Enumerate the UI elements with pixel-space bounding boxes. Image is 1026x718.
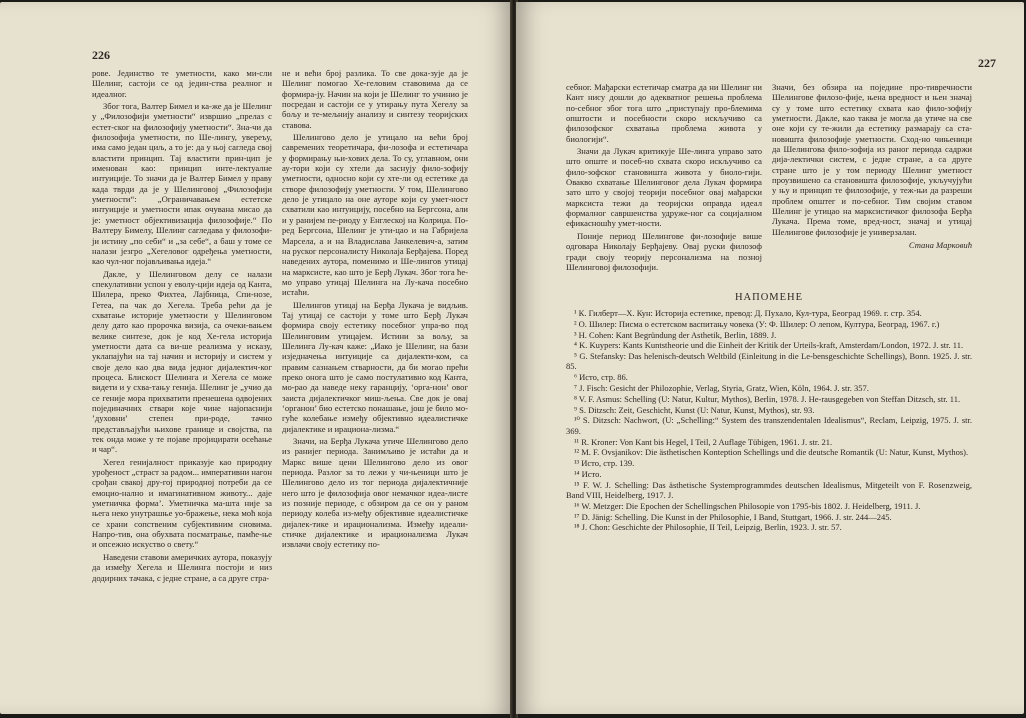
footnote: ¹² M. F. Ovsjanikov: Die ästhetischen Konteption Schellings und die deutsche Romantik (U: Natur, Kunst, Mythos). xyxy=(574,447,969,458)
page-number: 226 xyxy=(92,48,110,62)
left-page xyxy=(0,2,512,714)
paragraph: себног. Мађарски естетичар сматра да ни Шелинг ни Кант нису дошли до адекватног решења проблема по-себног због тога што „приступају про-блемима општости и посебности скоро искључиво са филозофског схватања проблема живота у биологији“. xyxy=(566,82,762,144)
footnote: ⁷ J. Fisch: Gesicht der Philozophie, Verlag, Styria, Gratz, Wien, Köln, 1964. J. str. 357. xyxy=(574,383,869,394)
left-column-2 xyxy=(282,68,468,552)
footnote: ¹⁰ S. Ditzsch: Nachwort, (U: „Schelling:“ System des transzendentalen Idealismus“, Reclam, Leipzig, 1975. J. str. 369. xyxy=(566,415,972,436)
footnote: ⁹ S. Ditzsch: Zeit, Geschicht, Kunst (U: Natur, Kunst, Mythos), str. 93. xyxy=(574,404,815,415)
footnote: ¹ К. Гилберт—Х. Кун: Историја естетике, превод: Д. Пухало, Кул-тура, Београд 1969. г. стр. 354. xyxy=(574,308,922,318)
footnote: ⁶ Исто, стр. 86. xyxy=(574,372,628,383)
paragraph: рове. Јединство те уметности, како ми-сли Шелинг, састоји се од једин-ства реалног и идеалног. xyxy=(92,68,272,99)
page-number: 227 xyxy=(978,56,996,70)
paragraph: Дакле, у Шелинговом делу се налази спекулативни успон у еволу-цији идеја од Канта, Шилера, преко Фихтеа, Лајбница, Спи-нозе, Гетеа, па чак до Хегела. Треба рећи да је схватање историје уметности у Шелинговом делу дато као пророчка визија, са очеки-вањем велике синтезе, док је код Хе-гела историја уметности дата са ви-ше реализма у исказу, уклапајући на тај начин и историју и систем у своје дело као два вида једног дијалектич-ког процеса. Блискост Шелинга и Хегела се може видети и у схва-тању генија. Шелинг је „учио да се геније мора прихватити пренешена одвојених појединачних ствари које чине најопаснији ’духовни’ степен при-роде, тачно представљајући њихове границе и својства, па тек онда може у те појаве пројицирати осећање и чар“. xyxy=(92,268,272,455)
footnote: ⁸ V. F. Asmus: Schelling (U: Natur, Kultur, Mythos), Berlin, 1978. J. He-rausgegeben von Steffan Ditzsch, str. 11. xyxy=(574,393,961,404)
right-column-2 xyxy=(772,82,972,253)
footnote: ³ H. Cohen: Kant Begründung der Asthetik, Berlin, 1889. J. xyxy=(574,329,777,340)
paragraph: Значи да Лукач критикује Ше-линга управо зато што опште и посеб-но схвата скоро искључиво са фило-зофског становишта живота у биоло-гији. Овакво схватање Шелинговог дела Лукач формира зато што у својој теорији посебног овај мађарски марксиста тежи да теоријски оправда идеал формалног савршенства удруже-ног са социјалном ефикасношћу умет-ности. xyxy=(566,146,762,229)
notes-heading: НАПОМЕНЕ xyxy=(734,292,804,303)
right-column-1 xyxy=(566,82,762,274)
footnote: ¹¹ R. Kroner: Von Kant bis Hegel, I Teil, 2 Auflage Tübigen, 1961. J. str. 21. xyxy=(574,436,833,447)
footnote: ¹⁸ J. Chon: Geschichte der Philosophie, II Teil, Leipzig, Berlin, 1923. J. str. 57. xyxy=(574,522,842,533)
footnote: ¹⁷ D. Jänig: Schelling. Die Kunst in der Philosophie, I Band, Stuttgart, 1966. J. str. 244—245. xyxy=(574,511,892,522)
paragraph: не и већи број разлика. То све дока-зује да је Шелинг помогао Хе-геловим ставовима да се формира-ју. Начин на који је Шелинг то учинио је посредан и састоји се у утирању пута Хегелу за бољу и те-мељнију анализу и синтезу теоријских ставова. xyxy=(282,68,468,130)
author-signature: Стана Марковић xyxy=(908,240,972,251)
footnote: ⁵ G. Stefansky: Das helenisch-deutsch Weltbild (Einleitung in die Le-bensgeschichte Schellings), Bonn. 1925. J. str. 85. xyxy=(566,351,972,372)
paragraph: Наведени ставови америчких аутора, показују да између Хегела и Шелинга постоји и низ додирних тачака, с једне стране, а са друге стра- xyxy=(92,551,272,583)
footnote: ² О. Шилер: Писма о естетском васпитању човека (У: Ф. Шилер: О лепом, Култура, Београд, 1967. г.) xyxy=(574,318,940,329)
paragraph: Хегел гениjалност приказује као природну урођеност „страст за радом... императивни нагон срођан свакој дру-гој природној потреби да се емоцио-нално и имагинативном животу... даје уметничка форма’. Уметничка ма-шта није за њега неко унутрашње уо-бражење, нека моћ која се храни сопственим субјективним сновима. Напро-тив, она обухвата посматрање, памће-ње и опсежно искуство о свету.“ xyxy=(92,456,272,550)
paragraph: Значи, без обзира на поједине про-тивречности Шелингове филозо-фије, њена вредност и њен значај су у томе што естетику схвата као фило-зофију уметности. Дакле, као таква је могла да утиче на све оне који су те-жили да естетику размарају са ста-новишта филозофије уметности. Сход-но чињеници да Шелингова фило-зофија из раног периода садржи дија-лектички систем, с једне стране, а са друге стране што је у том периоду Шелинг уметност проузвишено са становишта филозофије, укључујући у њу и принцип те филозофије, у теж-њи да разреши проблем општег и по-себног. Тим својим ставом Шелинг је утицао на марксистичког филозофа Берђа Лукача. Према томе, вред-ност, значај и утицај Шелингове филозофије је универзалан. xyxy=(772,82,972,237)
footnote: ¹⁶ W. Metzger: Die Epochen der Schellingschen Philosopie von 1795-bis 1802. J. Heidelberg, 1911. J. xyxy=(574,500,921,511)
left-column-1 xyxy=(92,68,272,585)
paragraph: Значи, на Берђа Лукача утиче Шелингово дело из ранијег периода. Занимљиво је истаћи да и Маркс више цени Шелингово дело из овог периода. Разлог за то лежи у чи-њеници што је Шелингово дело из тог периода дијалектичније него што је филозофија овог немачког идеа-листе из позније периоде, с обзиром да се он у раном периоду колеба из-међу објективне идеалистичке дијалек-тике и ирационализма. Између идеали-стичке дијалектике и ирационализма Лукач извлачи своју естетику по- xyxy=(282,436,468,550)
paragraph: Шелингов утицај на Берђа Лукача је видљив. Тај утицај се састоји у томе што Берђ Лукач формира своју естетику посебног упра-во под Шелинговим утицајем. Истини за вољу, за Шелинга Лу-кач каже: „Иако је Шелинг, на бази изједначења интуиције са дијалекти-ком, са правим сазнањем стварности, да би могао прећи преко онога што је само постулативно код Канта, мо-рао да наведе неку гаранцију, ‘орга-нон’ овог заиста дијалектичког миш-љења. Све док је овај ‘органон’ био естетско понашање, још је било мо-гуће колебање између објективно идеалистичке дијалектике и ирациона-лизма.“ xyxy=(282,299,468,434)
footnote: ¹⁴ Исто. xyxy=(574,468,602,479)
paragraph: Шелингово дело је утицало на већи број савремених теоретичара, фи-лозофа и естетичара у формирању њи-хових дела. То су, углавном, они ау-тори који су хтели да заснују фило-зофију уметности, односно који су хте-ли од естетике да створе филозофију уметности. У том, Шелингово дело је утицало на оне ауторе који су умет-ност схватили као интуицију, посебно на Бергсона, али и у ранијем пе-риоду у Енглеској на Колриџа. По-ред Бергсона, Шелинг је ути-цао и на Габријела Марсела, а и на Владислава Јанкелевич-а, затим на руског персоналисту Николаја Берђајева. Поред наведених аутора, поменимо и Ше-лингов утицај на марксисте, као што је Берђ Лукач. Због тога ће-мо управо утицај Шелинга на Лу-кача посебно истаћи. xyxy=(282,132,468,298)
paragraph: Због тога, Валтер Бимел и ка-же да је Шелинг у „Филозофији уметности“ извршио „прелаз с естет-ског на филозофију уметности“. Зна-чи да филозофија уметности, по Ше-лингу, увереъу, има само један циљ, а то је: да у њој сагледа свој властити принцип. Тај властити прин-цип је именован као: принцип инте-лектуалне интуиције. То значи да је Валтер Бимел у праву када тврди да је у Шелинговој „Филозофији уметности“: „Ограничавањем естетске интуиције и уметности ипак очувана мисао да је: уметност објективизација филозофије.“ По Валтеру Бимелу, Шелинг сагледава у филозофи-ји истину „по себи“ и „за себе“, а баш у томе се налази језгро „Хегеловог одређења уметности, као чул-ног појављивања идеја.“ xyxy=(92,101,272,267)
footnotes xyxy=(566,308,972,533)
footnote: ¹⁵ F. W. J. Schelling: Das ästhetische Systemprogrammdes deutschen Idealismus, Mitgeteilt von F. Rosenzweig, Band VIII, Heidelberg, 1917. J. xyxy=(566,479,972,501)
footnote: ⁴ K. Kuypers: Kants Kuntstheorie und die Einheit der Kritik der Urteils-kraft, Amsterdam/London, 1972. J. str. 11. xyxy=(574,340,964,351)
right-page xyxy=(516,2,1024,714)
footnote: ¹³ Исто, стр. 139. xyxy=(574,458,635,469)
paragraph: Поније период Шелингове фи-лозофије више одговара Николају Берђајеву. Овај руски филозоф гради своју теорију персонализма на позној Шелинговој филозофији. xyxy=(566,230,762,272)
